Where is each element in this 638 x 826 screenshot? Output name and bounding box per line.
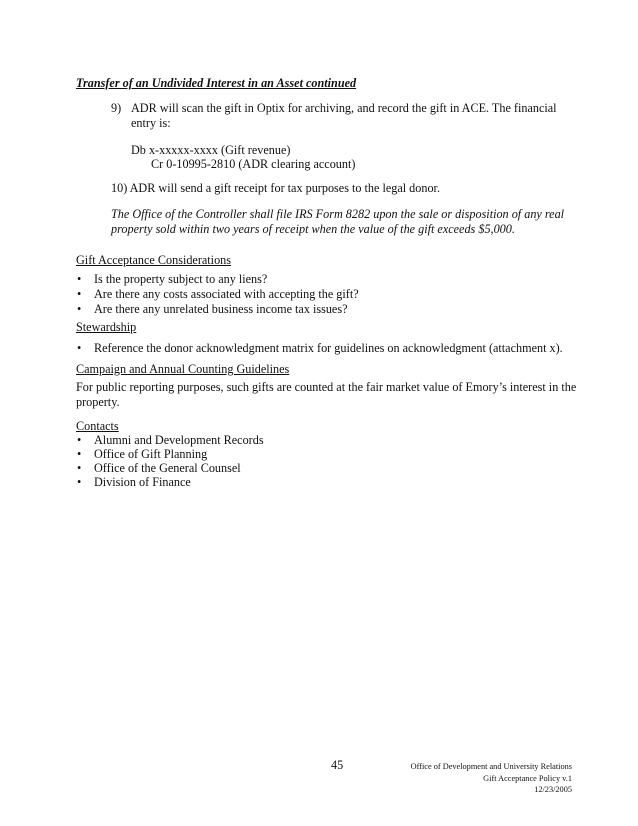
list-item-text: Office of the General Counsel (94, 461, 241, 475)
step-9-line-1: ADR will scan the gift in Optix for archiving, and record the gift in ACE. The financial (131, 101, 557, 115)
debit-entry: Db x-xxxxx-xxxx (Gift revenue) (131, 143, 291, 157)
list-item-text: Is the property subject to any liens? (94, 272, 268, 286)
footer-policy: Gift Acceptance Policy v.1 (483, 774, 572, 783)
list-item (0, 272, 638, 287)
bullet-icon: • (77, 287, 82, 301)
contacts-heading: Contacts (76, 419, 119, 433)
list-item (0, 475, 638, 490)
step-10: 10) ADR will send a gift receipt for tax purposes to the legal donor. (111, 181, 440, 195)
step-9-line-2: entry is: (131, 116, 171, 130)
list-item-text: Reference the donor acknowledgment matrix for guidelines on acknowledgment (attachment x). (94, 341, 563, 355)
bullet-icon: • (77, 272, 82, 286)
campaign-line-1: For public reporting purposes, such gifts are counted at the fair market value of Emory’s interest in the (76, 380, 577, 394)
controller-note-line-2: property sold within two years of receipt when the value of the gift exceeds $5,000. (111, 222, 515, 236)
list-item-text: Alumni and Development Records (94, 433, 264, 447)
section-title: Transfer of an Undivided Interest in an Asset continued (76, 76, 357, 90)
list-item-text: Office of Gift Planning (94, 447, 208, 461)
bullet-icon: • (77, 461, 82, 475)
list-item (0, 447, 638, 462)
controller-note-line-1: The Office of the Controller shall file IRS Form 8282 upon the sale or disposition of any real (111, 207, 565, 221)
list-item-text: Are there any costs associated with accepting the gift? (94, 287, 359, 301)
list-item-text: Are there any unrelated business income tax issues? (94, 302, 348, 316)
list-item (0, 341, 638, 356)
bullet-icon: • (77, 302, 82, 316)
list-item (0, 302, 638, 317)
page-number: 45 (331, 758, 344, 772)
bullet-icon: • (77, 475, 82, 489)
list-item (0, 433, 638, 448)
stewardship-heading: Stewardship (76, 320, 137, 334)
list-item (0, 287, 638, 302)
footer-office: Office of Development and University Relations (410, 762, 572, 771)
step-9-number: 9) (111, 101, 122, 115)
campaign-line-2: property. (76, 395, 120, 409)
credit-entry: Cr 0-10995-2810 (ADR clearing account) (151, 157, 356, 171)
bullet-icon: • (77, 447, 82, 461)
campaign-heading: Campaign and Annual Counting Guidelines (76, 362, 290, 376)
bullet-icon: • (77, 433, 82, 447)
footer-date: 12/23/2005 (534, 785, 572, 794)
list-item-text: Division of Finance (94, 475, 191, 489)
list-item (0, 461, 638, 476)
gift-acceptance-heading: Gift Acceptance Considerations (76, 253, 232, 267)
bullet-icon: • (77, 341, 82, 355)
